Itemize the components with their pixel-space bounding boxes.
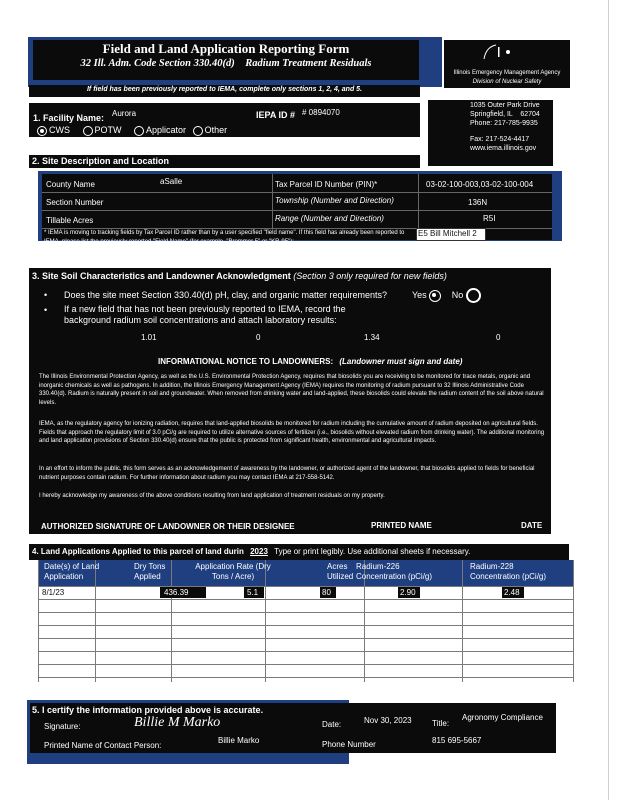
landowner-signature-label: AUTHORIZED SIGNATURE OF LANDOWNER OR THEIR DESIGNEE: [41, 522, 295, 531]
no-label: No: [451, 289, 464, 300]
form-title: Field and Land Application Reporting Form: [102, 41, 350, 56]
printed-contact-label: Printed Name of Contact Person:: [44, 741, 162, 750]
iepa-label: IEPA ID #: [256, 110, 296, 120]
section-number-label: Section Number: [46, 198, 104, 207]
range-value: R5I: [483, 214, 496, 223]
radio-no[interactable]: [466, 288, 481, 303]
col-header-acres: Acres Utilized: [327, 562, 354, 581]
address-phone: Phone: 217-785-9935: [470, 120, 538, 127]
address-line2: Springfield, IL 62704: [470, 111, 540, 118]
q2-line2: background radium soil concentrations and attach laboratory results:: [64, 315, 337, 325]
address-web: www.iema.illinois.gov: [470, 145, 537, 152]
col-header-ra228: Radium-228 Concentration (pCi/g): [470, 562, 547, 581]
date-signed-label: Date:: [322, 720, 342, 729]
cell-ra226[interactable]: 2.90: [400, 588, 416, 597]
radio-potw[interactable]: POTW: [83, 125, 122, 135]
cell-acres[interactable]: 80: [322, 588, 331, 597]
yes-no-options[interactable]: [412, 288, 483, 303]
bullet-2: •: [44, 305, 48, 315]
q1-text: Does the site meet Section 330.40(d) pH, clay, and organic matter requirements?: [64, 290, 387, 300]
reporting-note: If field has been previously reported to IEMA, complete only sections 1, 2, 4, and 5.: [86, 86, 362, 93]
col-header-ra226: Radium-226 Concentration (pCi/g): [356, 562, 433, 581]
radio-yes[interactable]: [429, 290, 441, 302]
county-label: County Name: [46, 180, 95, 189]
address-box: [428, 100, 553, 166]
phone-value[interactable]: 815 695-5667: [432, 736, 482, 745]
page-edge-line: [608, 0, 609, 800]
col-header-dry-tons: Dry Tons Applied: [134, 562, 166, 581]
signature-label: Signature:: [44, 722, 81, 731]
field-name-footnote: * IEMA is moving to tracking fields by Tax Parcel ID rather than by a user specified "field name". If this field has already been reported to IEMA, please list the previously reported "Field Name" (for example, "Brommer 5" or "KR-95"):: [44, 230, 405, 245]
section4-heading: 4. Land Applications Applied to this parcel of land durin 2023 Type or print legibly. Use additional sheets if necessary.: [32, 547, 471, 556]
cell-date[interactable]: 8/1/23: [42, 588, 65, 597]
printed-contact-value[interactable]: Billie Marko: [218, 736, 260, 745]
address-fax: Fax: 217-524-4417: [470, 136, 530, 143]
tax-parcel-label: Tax Parcel ID Number (PIN)*: [275, 180, 378, 189]
cell-rate[interactable]: 5.1: [247, 588, 259, 597]
cell-ra228[interactable]: 2.48: [504, 588, 520, 597]
facility-value: Aurora: [112, 109, 137, 118]
soil-value-3: 1.34: [364, 333, 380, 342]
title-value[interactable]: Agronomy Compliance: [462, 713, 543, 722]
radio-cws[interactable]: CWS: [37, 125, 70, 135]
soil-value-4: 0: [496, 333, 501, 342]
soil-value-1: 1.01: [141, 333, 157, 342]
phone-label: Phone Number: [322, 740, 376, 749]
date-signed-value[interactable]: Nov 30, 2023: [364, 716, 412, 725]
section5-heading: 5. I certify the information provided above is accurate.: [32, 705, 264, 715]
notice-paragraph-1: The Illinois Environmental Protection Agency, as well as the U.S. Environmental Protection Agency, requires that biosolids you are receiving to be monitored for trace metals, organic and inorganic chemicals as well as pathogens. In addition, the Illinois Emergency Management Agency (IEMA) requires the monitoring of radium pursuant to 32 Illinois Administrative Code 330.40(d). Radium is naturally present in soil and groundwater. When removed from drinking water and land-applied, these biosolids could elevate the radium content of the soil above natural levels.: [39, 374, 544, 406]
range-label: Range (Number and Direction): [275, 214, 384, 223]
agency-name: Illinois Emergency Management Agency: [453, 70, 561, 76]
cell-dry-tons[interactable]: 436.39: [164, 588, 189, 597]
section4-year[interactable]: 2023: [250, 547, 268, 556]
yes-label: Yes: [412, 289, 427, 300]
col-header-date: Date(s) of Land Application: [44, 562, 100, 581]
notice-paragraph-4: I hereby acknowledge my awareness of the above conditions resulting from land application of treatment residuals on my property.: [39, 493, 385, 499]
date-label: DATE: [521, 521, 543, 530]
section2-heading: 2. Site Description and Location: [32, 156, 170, 166]
agency-division: Division of Nuclear Safety: [472, 79, 542, 85]
contact-signature[interactable]: Billie M Marko: [134, 715, 221, 730]
q2-line1: If a new field that has not been previously reported to IEMA, record the: [64, 304, 346, 314]
facility-type-options[interactable]: [37, 125, 227, 136]
radio-applicator[interactable]: Applicator: [134, 125, 186, 135]
notice-title: INFORMATIONAL NOTICE TO LANDOWNERS: (Landowner must sign and date): [158, 357, 463, 366]
soil-value-2: 0: [256, 333, 261, 342]
field-name-value: E5 Bill Mitchell 2: [418, 229, 477, 238]
facility-label: Facility Name:: [43, 113, 105, 123]
printed-name-label: PRINTED NAME: [371, 521, 432, 530]
notice-paragraph-2: IEMA, as the regulatory agency for ionizing radiation, requires that land-applied biosolids be monitored for radium including the cumulative amount of radium deposited on agricultural fields. Fields that approach the regulatory limit of 3.0 pCi/g are required to utilize alternative sources of fertilizer (i.e., biosolids without elevated radium from drinking water). The additional monitoring and land application provisions of Section 330.40(d) ensure that the public is protected from significant health, environmental and agricultural impacts.: [39, 421, 545, 445]
address-line1: 1035 Outer Park Drive: [470, 102, 540, 109]
township-label: Township (Number and Direction): [275, 196, 394, 205]
tillable-acres-label: Tillable Acres: [46, 216, 94, 225]
township-value: 136N: [468, 198, 488, 207]
title-label: Title:: [432, 719, 450, 728]
section1-number: 1.: [33, 113, 41, 123]
notice-paragraph-3: In an effort to inform the public, this form serves as an acknowledgement of awareness by the landowner, or authorized agent of the landowner, that biosolids applied to fields for beneficial nutrient purposes contain radium. For further information about radium you may contact IEMA at 217-558-5142.: [39, 466, 535, 481]
bullet-1: •: [44, 290, 48, 300]
iepa-value: # 0894070: [302, 108, 340, 117]
radio-other[interactable]: Other: [193, 125, 228, 135]
county-value: aSalle: [160, 177, 183, 186]
col-header-rate: Application Rate (Dry Tons / Acre): [195, 562, 271, 581]
agency-seal-icon: [478, 41, 518, 63]
form-subtitle: 32 Ill. Adm. Code Section 330.40(d) Radium Treatment Residuals: [80, 58, 372, 69]
section3-heading: 3. Site Soil Characteristics and Landowner Acknowledgment (Section 3 only required for new fields): [32, 271, 447, 281]
tax-parcel-value: 03-02-100-003,03-02-100-004: [426, 180, 534, 189]
